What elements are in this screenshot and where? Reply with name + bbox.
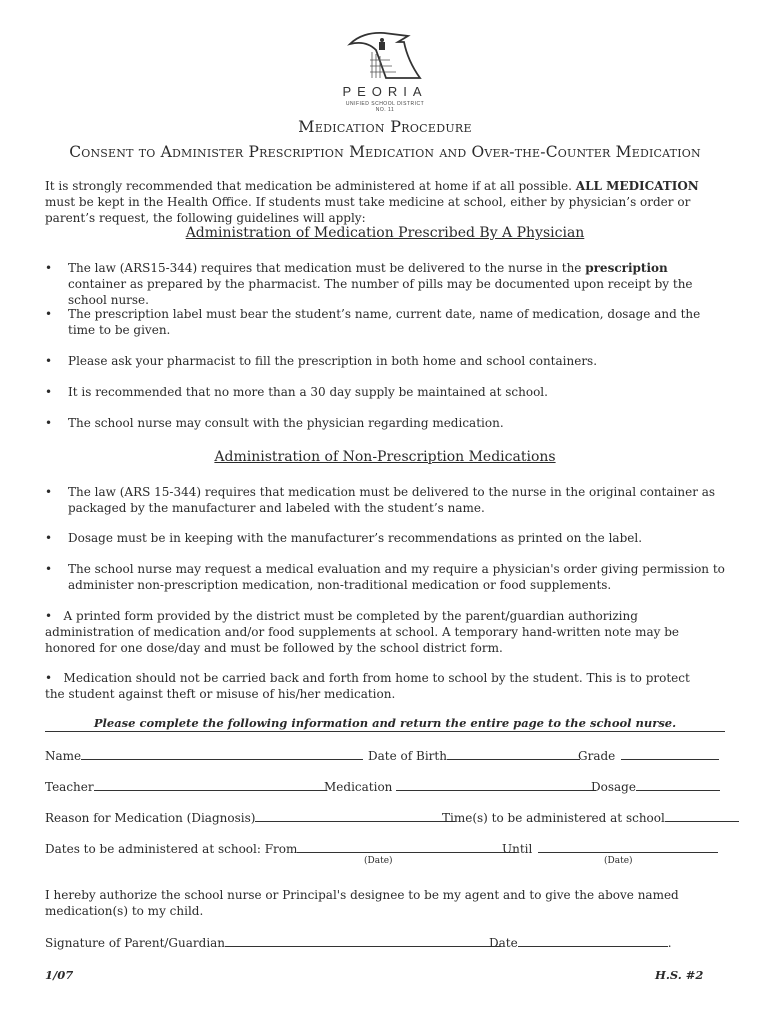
signature-field[interactable]: Signature of Parent/Guardian <box>45 934 501 950</box>
reason-field[interactable]: Reason for Medication (Diagnosis) <box>45 809 455 825</box>
until-date-caption: (Date) <box>604 856 633 866</box>
form-divider <box>45 731 725 732</box>
signature-date-field[interactable]: Date . <box>489 936 672 950</box>
dates-until-field[interactable]: Until <box>502 840 718 856</box>
dates-from-field[interactable]: Dates to be administered at school: From <box>45 840 517 856</box>
section2-bullet-4: • A printed form provided by the district must be completed by the parent/guardian authorizing administration of medication and/or food supplements at school. A temporary hand-written note may be honored for one dose/day and must be followed by the school district form. <box>45 609 679 655</box>
dosage-field[interactable]: Dosage <box>591 778 720 794</box>
page-title: Medication Procedure <box>298 117 472 136</box>
page-subtitle: Consent to Administer Prescription Medication and Over-the-Counter Medication <box>69 143 701 161</box>
medication-field[interactable]: Medication <box>324 778 596 794</box>
section1-heading: Administration of Medication Prescribed By A Physician <box>185 225 585 241</box>
logo-name: PEORIA <box>342 84 428 99</box>
dob-field[interactable]: Date of Birth <box>368 747 580 763</box>
section2-bullet-5: • Medication should not be carried back and forth from home to school by the student. This is to protect the student against theft or misuse of his/her medication. <box>45 671 690 701</box>
name-field[interactable]: Name <box>45 747 363 763</box>
footer-date: 1/07 <box>45 968 74 982</box>
teacher-field[interactable]: Teacher <box>45 778 327 794</box>
intro-paragraph: It is strongly recommended that medication be administered at home if at all possible. ALL MEDICATION must be kept in the Health Office. If students must take medicine at school, either by physician’s order or parent’s request, the following guidelines will apply: <box>45 179 699 225</box>
footer-form-number: H.S. #2 <box>655 968 704 982</box>
grade-field[interactable]: Grade <box>578 747 719 763</box>
from-date-caption: (Date) <box>364 856 393 866</box>
district-logo-icon <box>346 30 426 82</box>
times-field[interactable]: Time(s) to be administered at school <box>442 809 739 825</box>
logo-subtitle: UNIFIED SCHOOL DISTRICT NO. 11 <box>345 101 425 113</box>
authorization-text: I hereby authorize the school nurse or Principal's designee to be my agent and to give the above named medication(s) to my child. <box>45 888 679 918</box>
section2-heading: Administration of Non-Prescription Medications <box>214 449 556 465</box>
form-instruction: Please complete the following information and return the entire page to the school nurse. <box>93 716 677 730</box>
